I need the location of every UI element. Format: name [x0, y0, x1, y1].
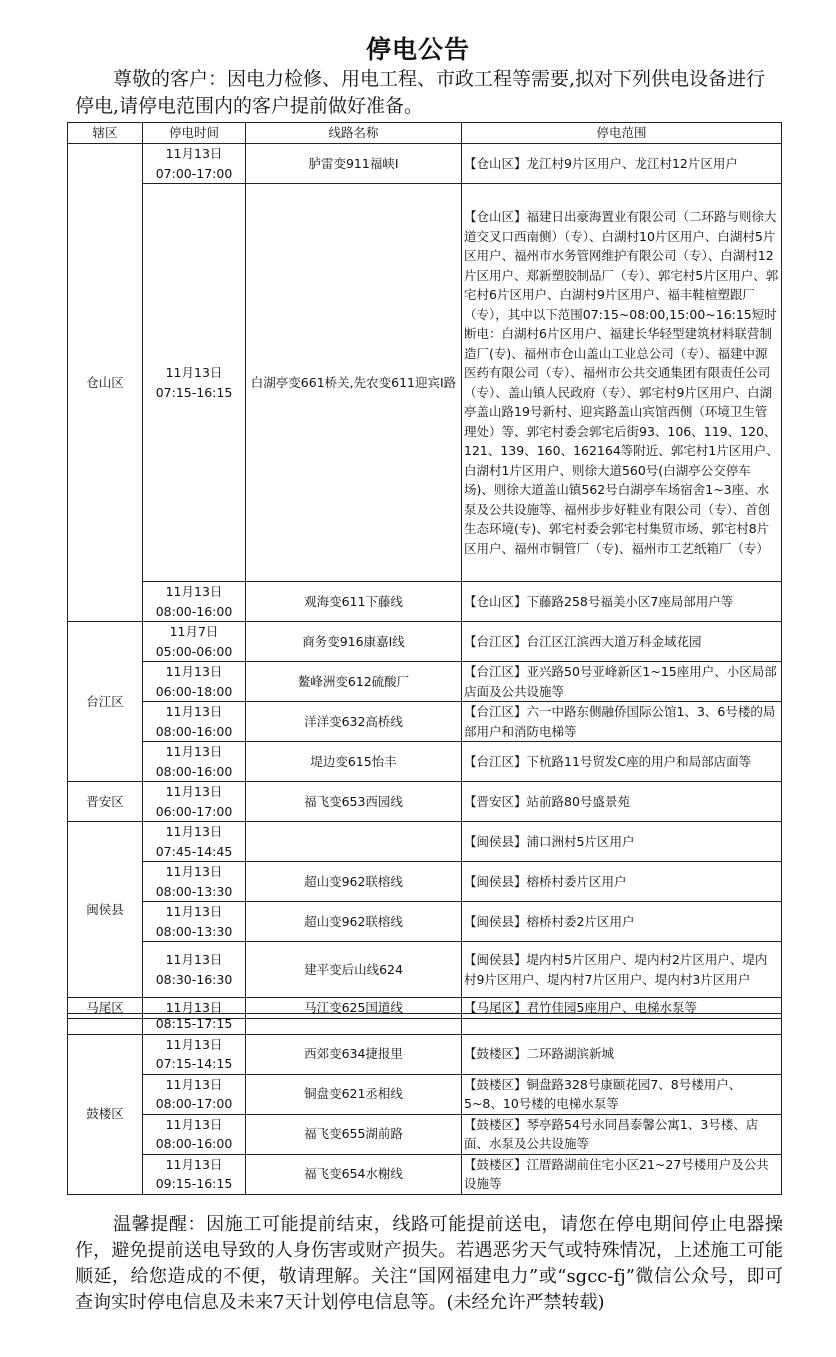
table-row: [68, 622, 782, 662]
table-row: [68, 702, 782, 742]
line-cell: 超山变962联榕线: [246, 902, 462, 942]
time-cell: [143, 622, 246, 662]
time-cell: [143, 1074, 246, 1114]
warm-tip-paragraph: 温馨提醒：因施工可能提前结束，线路可能提前送电，请您在停电期间停止电器操作，避免提前送电导致的人身伤害或财产损失。若遇恶劣天气或特殊情况，上述施工可能顺延，给您造成的不便，敬请理解。关注“国网福建电力”或“sgcc-fj”微信公众号，即可查询实时停电信息及未来7天计划停电信息等。(未经允许严禁转载): [75, 1214, 783, 1313]
outage-date: 11月13日: [165, 664, 223, 679]
outage-hours: 08:00-16:00: [155, 723, 233, 739]
scope-cell: 【仓山区】福建日出豪海置业有限公司（二环路与则徐大道交叉口西南侧）（专）、白湖村10片区用户、白湖村5片区用户、福州市水务管网维护有限公司（专）、白湖村12片区用户、郑新塑胶制品厂（专）、郭宅村5片区用户、郭宅村6片区用户、白湖村9片区用户、福丰鞋楦塑跟厂（专），其中以下范围07:15~08:00,15:00~16:15短时断电：白湖村6片区用户、福建长华轻型建筑材料联营制造厂(专)、福州市仓山盖山工业总公司（专）、福建中源医药有限公司（专）、福州市公共交通集团有限责任公司（专）、盖山镇人民政府（专）、郭宅村9片区用户、白湖亭盖山路19号新村、迎宾路盖山宾馆西侧（环境卫生管理处）等、郭宅村委会郭宅后街93、106、119、120、121、139、160、162164等附近、郭宅村1片区用户、白湖村1片区用户、则徐大道560号(白湖亭公交停车场)、则徐大道盖山镇562号白湖亭车场宿舍1~3座、水泵及公共设施等、福州步步好鞋业有限公司（专）、首创生态环境(专)、郭宅村委会郭宅村集贸市场、郭宅村8片区用户、福州市铜管厂（专)、福州市工艺纸箱厂（专）: [462, 184, 782, 582]
scope-cell: 【台江区】台江区江滨西大道万科金域花园: [462, 622, 782, 662]
line-cell: 建平变后山线624: [246, 942, 462, 998]
outage-date: 11月13日: [165, 952, 223, 967]
outage-hours: 05:00-06:00: [155, 643, 233, 659]
scope-cell: [462, 1014, 782, 1035]
district-cell: 闽侯县: [68, 822, 143, 998]
district-cell: 晋安区: [68, 782, 143, 822]
table-row: [68, 942, 782, 998]
intro-paragraph: 尊敬的客户：因电力检修、用电工程、市政工程等需要,拟对下列供电设备进行停电,请停电范围内的客户提前做好准备。: [75, 68, 766, 117]
district-cell: 仓山区: [68, 144, 143, 622]
outage-hours: 07:15-14:15: [155, 1056, 233, 1071]
outage-date: 11月13日: [165, 1156, 223, 1172]
time-cell: [143, 1114, 246, 1154]
district-cell: 台江区: [68, 622, 143, 782]
scope-cell: 【闽侯县】堤内村5片区用户、堤内村2片区用户、堤内村9片区用户、堤内村7片区用户、堤内村3片区用户: [462, 942, 782, 998]
scope-cell: 【仓山区】下藤路258号福美小区7座局部用户等: [462, 582, 782, 622]
scope-cell: 【仓山区】龙江村9片区用户、龙江村12片区用户: [462, 144, 782, 184]
scope-cell: 【鼓楼区】铜盘路328号康颐花园7、8号楼用户、5~8、10号楼的电梯水泵等: [462, 1074, 782, 1114]
header-district: 辖区: [68, 123, 143, 144]
scope-cell: 【闽侯县】榕桥村委片区用户: [462, 862, 782, 902]
time-cell: [143, 862, 246, 902]
outage-date: 11月7日: [169, 624, 219, 639]
line-cell: 堤边变615怡丰: [246, 742, 462, 782]
header-scope: 停电范围: [462, 123, 782, 144]
outage-date: 11月13日: [165, 146, 223, 161]
scope-cell: 【台江区】六一中路东侧融侨国际公馆1、3、6号楼的局部用户和消防电梯等: [462, 702, 782, 742]
table-row: [68, 662, 782, 702]
line-cell: 洋洋变632高桥线: [246, 702, 462, 742]
scope-cell: 【晋安区】站前路80号盛景苑: [462, 782, 782, 822]
line-cell: 福飞变654水榭线: [246, 1154, 462, 1194]
line-cell: 福飞变653西园线: [246, 782, 462, 822]
outage-date: 11月13日: [165, 704, 223, 719]
outage-hours: 08:00-16:00: [155, 603, 233, 619]
outage-hours: 09:15-16:15: [155, 1176, 233, 1191]
outage-hours: 08:00-13:30: [155, 883, 233, 899]
table-row: [68, 1114, 782, 1154]
outage-date: 11月13日: [165, 824, 223, 839]
scope-cell: 【闽侯县】榕桥村委2片区用户: [462, 902, 782, 942]
outage-date: 11月13日: [165, 1076, 223, 1092]
line-cell: 福飞变655湖前路: [246, 1114, 462, 1154]
outage-hours: 08:00-13:30: [155, 923, 233, 939]
outage-date: 11月13日: [165, 1116, 223, 1132]
outage-date: 11月13日: [165, 1036, 223, 1052]
outage-date: 11月13日: [165, 864, 223, 879]
time-cell: [143, 822, 246, 862]
district-cell: [68, 1014, 143, 1035]
time-cell: [143, 742, 246, 782]
table-row: [68, 144, 782, 184]
time-cell: [143, 184, 246, 582]
time-cell: [143, 662, 246, 702]
outage-hours: 08:00-16:00: [155, 1136, 233, 1151]
table-row: [68, 822, 782, 862]
time-cell: [143, 144, 246, 184]
line-cell: 胪雷变911福峡Ⅰ: [246, 144, 462, 184]
scope-cell: 【台江区】亚兴路50号亚峰新区1~15座用户、小区局部店面及公共设施等: [462, 662, 782, 702]
scope-cell: 【台江区】下杭路11号贸发C座的用户和局部店面等: [462, 742, 782, 782]
table-row: [68, 582, 782, 622]
scope-cell: 【鼓楼区】江厝路湖前住宅小区21~27号楼用户及公共设施等: [462, 1154, 782, 1194]
outage-hours: 06:00-17:00: [155, 803, 233, 819]
line-cell: 西郊变634捷报里: [246, 1034, 462, 1074]
outage-hours: 07:00-17:00: [155, 165, 233, 181]
outage-hours: 08:00-16:00: [155, 763, 233, 779]
line-cell: [246, 822, 462, 862]
district-cell: 鼓楼区: [68, 1034, 143, 1194]
table-row: [68, 184, 782, 582]
scope-cell: 【马尾区】君竹佳园5座用户、电梯水泵等: [462, 998, 782, 1019]
time-cell: 08:15-17:15: [143, 1014, 246, 1035]
outage-hours: 08:30-16:30: [155, 971, 233, 987]
table-row: [68, 1074, 782, 1114]
line-cell: 马江变625国道线: [246, 998, 462, 1019]
table-row: [68, 1154, 782, 1194]
line-cell: 铜盘变621丞相线: [246, 1074, 462, 1114]
table-header-row: [68, 123, 782, 144]
time-cell: [143, 902, 246, 942]
time-cell: [143, 702, 246, 742]
time-cell: [143, 782, 246, 822]
outage-hours: 08:00-17:00: [155, 1096, 233, 1111]
line-cell: 鳌峰洲变612硫酸厂: [246, 662, 462, 702]
header-time: 停电时间: [143, 123, 246, 144]
outage-table-continued: [67, 1013, 782, 1195]
outage-date: 11月13日: [165, 744, 223, 759]
outage-date: 11月13日: [165, 904, 223, 919]
line-cell: 白湖亭变661桥关,先农变611迎宾Ⅰ路: [246, 184, 462, 582]
line-cell: 超山变962联榕线: [246, 862, 462, 902]
outage-hours: 07:45-14:45: [155, 843, 233, 859]
outage-date: 11月13日: [165, 784, 223, 799]
table-row: [68, 902, 782, 942]
header-line: 线路名称: [246, 123, 462, 144]
table-row: [68, 862, 782, 902]
outage-hours: 07:15-16:15: [155, 384, 233, 400]
outage-hours: 06:00-18:00: [155, 683, 233, 699]
scope-cell: 【鼓楼区】二环路湖滨新城: [462, 1034, 782, 1074]
outage-date: 11月13日: [165, 1000, 223, 1015]
line-cell: 观海变611下藤线: [246, 582, 462, 622]
table-row: [68, 1034, 782, 1074]
outage-date: 11月13日: [165, 365, 223, 380]
table-row: [68, 742, 782, 782]
time-cell: [143, 942, 246, 998]
time-cell: [143, 1034, 246, 1074]
outage-table: [67, 122, 782, 1019]
outage-date: 11月13日: [165, 584, 223, 599]
table-row: [68, 782, 782, 822]
scope-cell: 【闽侯县】浦口洲村5片区用户: [462, 822, 782, 862]
district-cell: 马尾区: [68, 998, 143, 1019]
line-cell: [246, 1014, 462, 1035]
table-row: [68, 1014, 782, 1035]
scope-cell: 【鼓楼区】琴亭路54号永同昌泰馨公寓1、3号楼、店面、水泵及公共设施等: [462, 1114, 782, 1154]
time-cell: [143, 582, 246, 622]
line-cell: 商务变916康嘉Ⅰ线: [246, 622, 462, 662]
time-cell: [143, 1154, 246, 1194]
page-title: 停电公告: [365, 35, 470, 64]
